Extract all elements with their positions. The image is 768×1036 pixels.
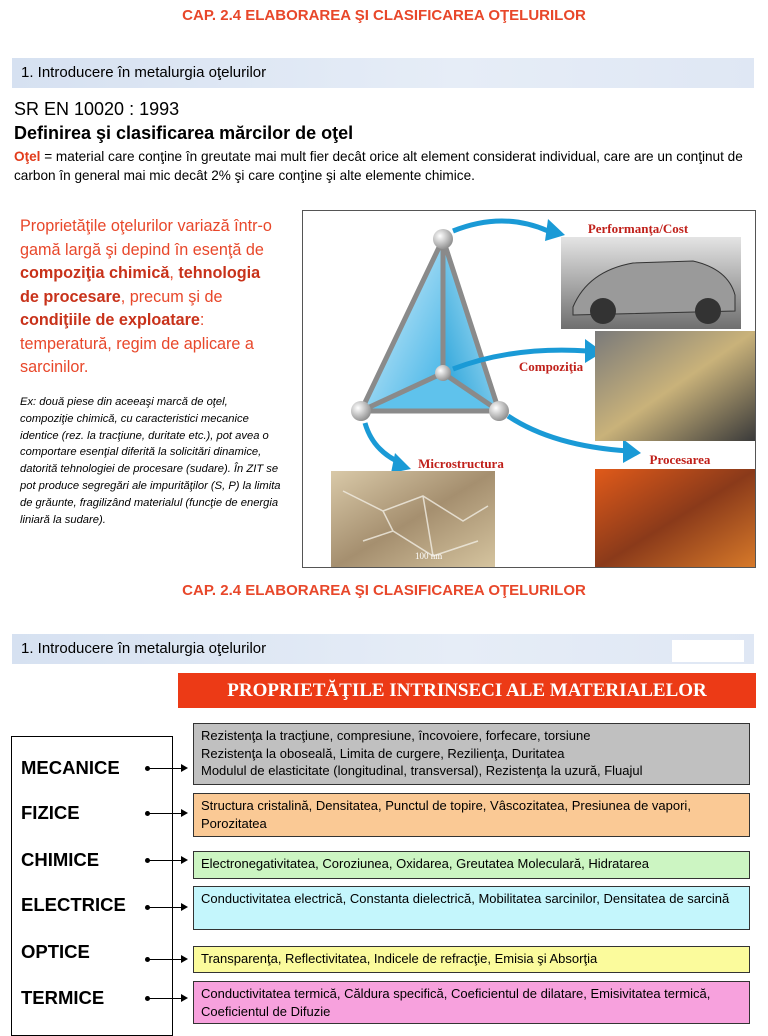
termice-properties-box: Conductivitatea termică, Căldura specifică, Coeficientul de dilatare, Emisivitatea termică, Coeficientul de Difuzie bbox=[193, 981, 750, 1024]
chimice-properties-box: Electronegativitatea, Coroziunea, Oxidarea, Greutatea Moleculară, Hidratarea bbox=[193, 851, 750, 879]
props-bold-processing: tehnologia de procesare bbox=[20, 264, 261, 306]
definition-text bbox=[14, 147, 754, 185]
electrice-properties-box: Conductivitatea electrică, Constanta dielectrică, Mobilitatea sarcinilor, Densitatea de sarcină bbox=[193, 886, 750, 930]
props-bold-composition: compoziţia chimică bbox=[20, 264, 170, 282]
props-text-1: Proprietăţile oţelurilor variază într-o gamă largă şi depind în esenţă de bbox=[20, 217, 272, 259]
factory-image bbox=[595, 331, 755, 441]
example-paragraph: Ex: două piese din aceeaşi marcă de oţel, compoziţie chimică, cu caracteristici mecanice identice (rez. la tracţiune, duritate etc.), pot avea o comportare esenţial diferită la solicitări dinamice, datorită tehnologiei de procesare (sudare). În ZIT se pot produce segregări ale impurităţilor (S, P) la limita de grăunte, fragilizând materialul (funcţie de energia liniară la sudare). bbox=[20, 396, 281, 526]
props-bold-conditions: condiţiile de exploatare bbox=[20, 311, 200, 329]
microstructure-image bbox=[331, 471, 495, 568]
scale-bar-label: 100 nm bbox=[415, 551, 443, 561]
section-header: 1. Introducere în metalurgia oţelurilor bbox=[12, 58, 754, 88]
arrow-icon bbox=[181, 994, 188, 1002]
fizice-properties-box: Structura cristalină, Densitatea, Punctul de topire, Vâscozitatea, Presiunea de vapori, Porozitatea bbox=[193, 793, 750, 837]
definition-body: = material care conţine în greutate mai mult fier decât orice alt element considerat individual, care are un conţinut de carbon în general mai mic decât 2% şi care conţine şi alte elemente chimice. bbox=[14, 149, 743, 183]
props-text-4: : temperatură, regim de aplicare a sarcinilor. bbox=[20, 311, 254, 376]
standard-reference: SR EN 10020 : 1993 bbox=[14, 99, 180, 119]
section-header-2: 1. Introducere în metalurgia oţelurilor bbox=[12, 634, 754, 664]
label-performance: Performanţa/Cost bbox=[587, 221, 689, 236]
category-termice: TERMICE bbox=[21, 987, 105, 1008]
optice-properties-box: Transparenţa, Reflectivitatea, Indicele de refracţie, Emisia şi Absorţia bbox=[193, 946, 750, 973]
materials-tetrahedron-figure bbox=[302, 210, 756, 568]
arrow-icon bbox=[181, 809, 188, 817]
blank-box bbox=[672, 640, 744, 662]
arrow-icon bbox=[181, 903, 188, 911]
mecanice-properties-box: Rezistenţa la tracţiune, compresiune, încovoiere, forfecare, torsiune Rezistenţa la oboseală, Limita de curgere, Rezilienţa, Duritatea Modulul de elasticitate (longitudinal, transversal), Rezistenţa la uzură, Fluajul bbox=[193, 723, 750, 785]
arrow-icon bbox=[181, 764, 188, 772]
category-optice: OPTICE bbox=[21, 941, 90, 962]
definition-title: Definirea şi clasificarea mărcilor de oţel bbox=[14, 123, 354, 143]
arrow-icon bbox=[181, 955, 188, 963]
label-microstructure: Microstructura bbox=[418, 456, 504, 471]
otel-term: Oţel bbox=[14, 149, 41, 164]
category-mecanice: MECANICE bbox=[21, 757, 120, 778]
properties-banner: PROPRIETĂŢILE INTRINSECI ALE MATERIALELOR bbox=[178, 673, 756, 708]
arrow-icon bbox=[181, 856, 188, 864]
label-composition: Compoziţia bbox=[518, 359, 584, 374]
label-processing: Procesarea bbox=[649, 452, 711, 467]
robots-image bbox=[595, 469, 756, 568]
node-center bbox=[435, 365, 451, 381]
props-text-2: , bbox=[169, 264, 179, 282]
props-text-3: , precum şi de bbox=[120, 287, 223, 306]
node-right bbox=[489, 401, 509, 421]
category-chimice: CHIMICE bbox=[21, 849, 100, 870]
node-top bbox=[433, 229, 453, 249]
tetrahedron-diagram bbox=[303, 211, 756, 568]
category-fizice: FIZICE bbox=[21, 802, 80, 823]
node-left bbox=[351, 401, 371, 421]
chapter-title: CAP. 2.4 ELABORAREA ŞI CLASIFICAREA OŢELURILOR bbox=[182, 7, 586, 24]
properties-paragraph bbox=[20, 215, 282, 380]
category-electrice: ELECTRICE bbox=[21, 894, 126, 915]
chapter-title-2: CAP. 2.4 ELABORAREA ŞI CLASIFICAREA OŢELURILOR bbox=[182, 582, 586, 599]
